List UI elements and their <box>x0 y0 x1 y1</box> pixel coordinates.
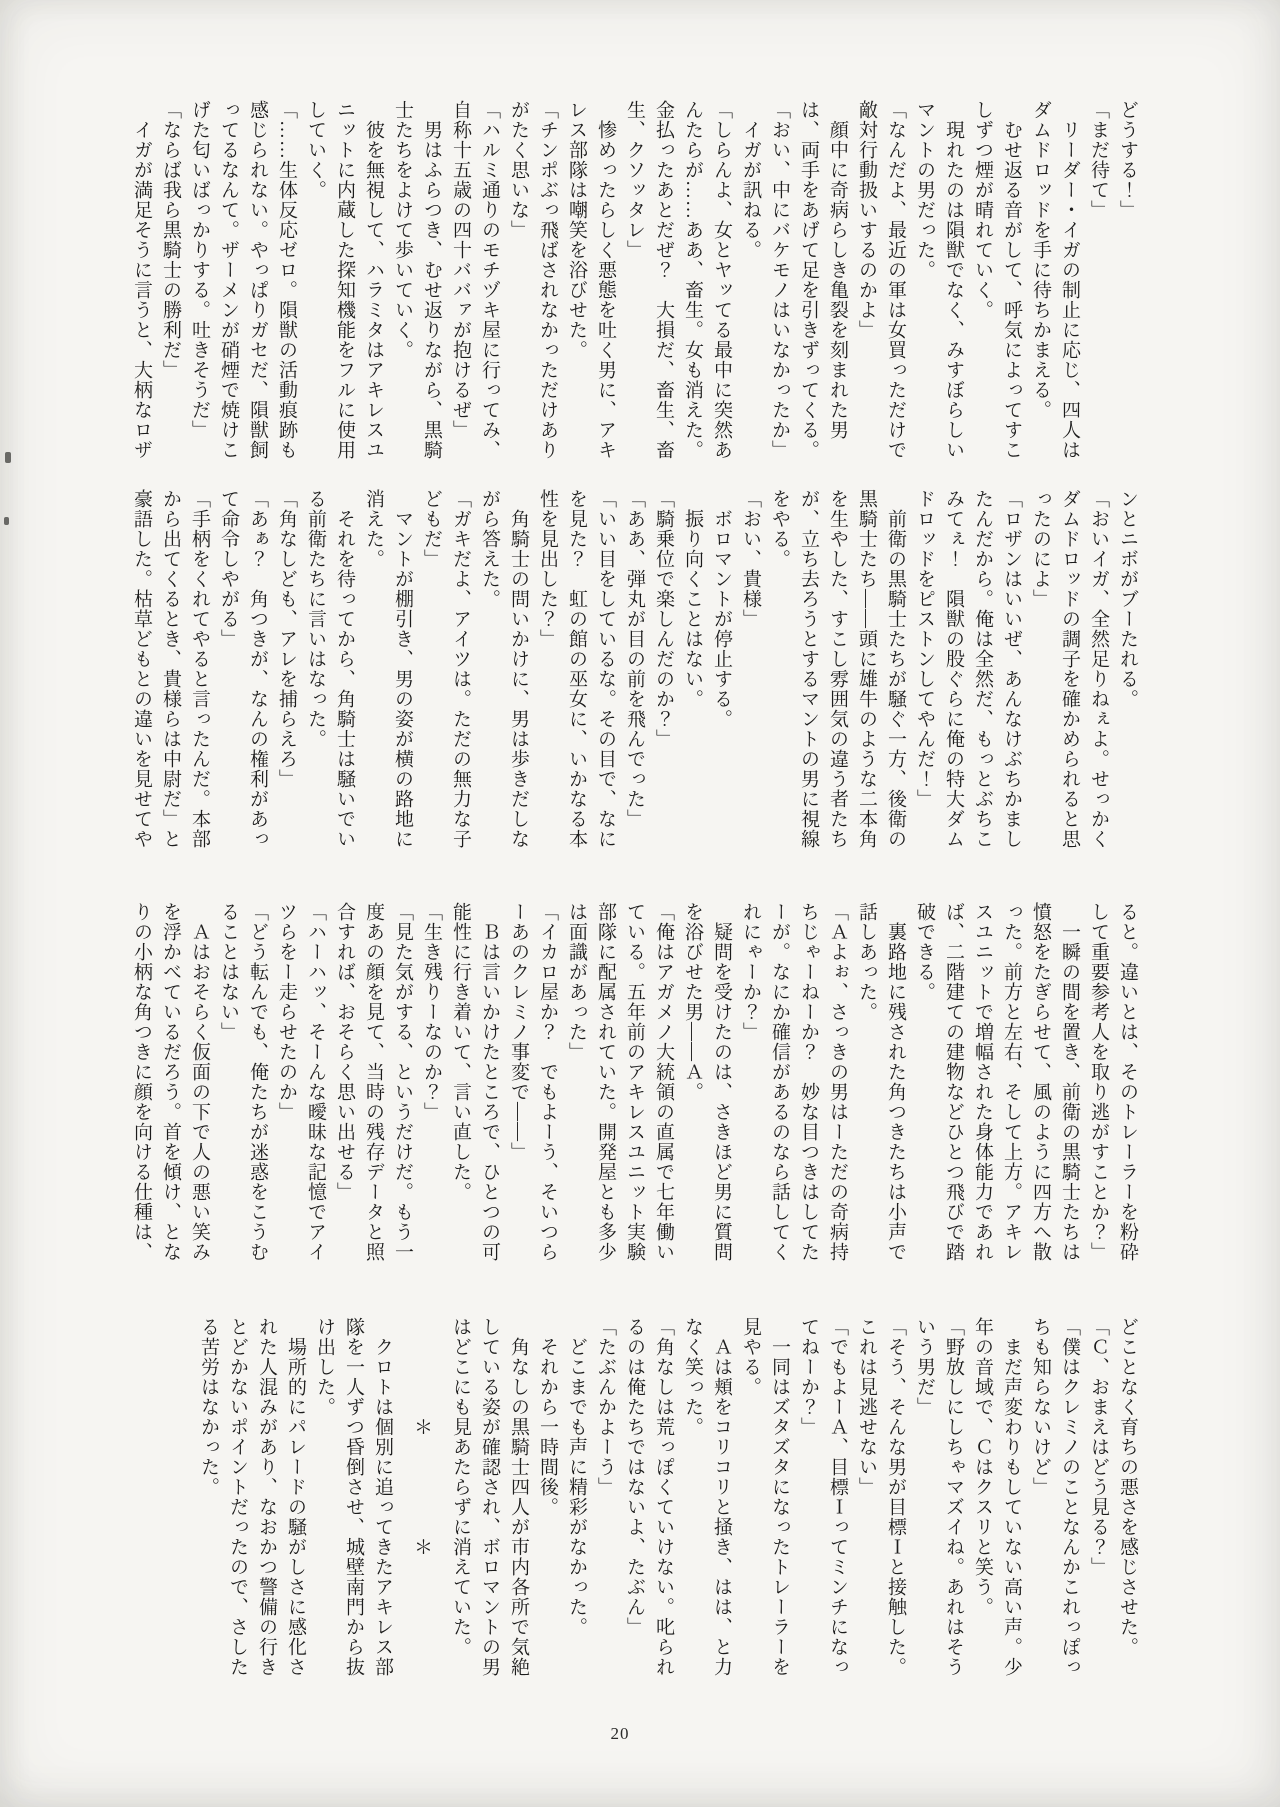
paragraph: 「ハーハッ、そーんな曖昧な記憶でアイツらをー走らせたのか」 <box>276 902 326 1262</box>
paragraph: むせ返る音がして、呼気によってすこしずつ煙が晴れていく。 <box>972 100 1022 460</box>
paragraph: どこまでも声に精彩がなかった。 <box>566 1317 587 1637</box>
text-band-4 <box>98 1317 1142 1685</box>
paragraph: 「ああ、弾丸が目の前を飛んでった」 <box>624 489 645 829</box>
paragraph: ンとニボがブーたれる。 <box>1117 489 1138 709</box>
paragraph: Ａは頬をコリコリと掻き、はは、と力なく笑った。 <box>682 1317 732 1677</box>
paragraph: 男はふらつき、むせ返りながら、黒騎士たちをよけて歩いていく。 <box>392 100 442 460</box>
paragraph: 「Ｃ、おまえはどう見る？」 <box>1088 1317 1109 1577</box>
paragraph: イガが満足そうに言うと、大柄なロザ <box>131 100 152 460</box>
paragraph: 「チンポぶっ飛ばされなかっただけありがたく思いな」 <box>508 100 558 460</box>
paragraph: 「野放しにしちゃマズイね。あれはそういう男だ」 <box>914 1317 964 1677</box>
paragraph: 「おいイガ、全然足りねぇよ。せっかくダムドロッドの調子を確かめられると思ったのによ」 <box>1030 489 1109 849</box>
paragraph: 顔中に奇病らしき亀裂を刻まれた男は、両手をあげて足を引きずってくる。 <box>798 100 848 460</box>
paragraph: 「ロザンはいいぜ、あんなけぶちかましたんだから。俺は全然だ、もっとぶちこみてぇ！ 隕獣の股ぐらに俺の特大ダムドロッドをピストンしてやんだ！」 <box>914 489 1022 849</box>
paragraph: 「俺はアガメノ大統領の直属で七年働いている。五年前のアキレスユニット実験部隊に配属されていた。開発屋とも多少は面識があった」 <box>566 902 674 1262</box>
paragraph: 「Ａよぉ、さっきの男はーただの奇病持ちじゃーねーか？ 妙な目つきはしてたーが。なにか確信があるのなら話してくれにゃーか？」 <box>740 902 848 1262</box>
paragraph: 「角なしども、アレを捕らえろ」 <box>276 489 297 789</box>
text-band-1 <box>98 100 1142 468</box>
paragraph: 「イカロ屋か？ でもよーう、そいつらーあのクレミノ事変で——」 <box>508 902 558 1262</box>
paragraph: ボロマントが停止する。 <box>711 489 732 729</box>
paragraph: 振り向くことはない。 <box>682 489 703 709</box>
paragraph: クロトは個別に追ってきたアキレス部隊を一人ずつ昏倒させ、城壁南門から抜け出した。 <box>314 1317 393 1677</box>
paragraph: 彼を無視して、ハラミタはアキレスユニットに内蔵した探知機能をフルに使用していく。 <box>305 100 384 460</box>
paragraph: 「そう、そんな男が目標Ｉと接触した。これは見逃せない」 <box>856 1317 906 1677</box>
paragraph: 角なしの黒騎士四人が市内各所で気絶している姿が確認され、ボロマントの男はどこにも見あたらずに消えていた。 <box>450 1317 529 1677</box>
paragraph: 「ガキだよ、アイツは。ただの無力な子どもだ」 <box>421 489 471 849</box>
paragraph: 「でもよーＡ、目標Ｉってミンチになってねーか？」 <box>798 1317 848 1677</box>
paragraph: 「たぶんかよーう」 <box>595 1317 616 1497</box>
paragraph: 「しらんよ、女とヤッてる最中に突然あんたらが……ああ、畜生。女も消えた。金払ったあとだぜ？ 大損だ、畜生、畜生、クソッタレ」 <box>624 100 732 460</box>
text-band-2 <box>98 489 1142 857</box>
paragraph: 「生き残りーなのか？」 <box>421 902 442 1122</box>
paragraph: 「なんだよ、最近の軍は女買っただけで敵対行動扱いするのかよ」 <box>856 100 906 460</box>
text-band-3 <box>98 902 1142 1270</box>
paragraph: 一同はズタズタになったトレーラーを見やる。 <box>740 1317 790 1677</box>
paragraph: 「まだ待て」 <box>1088 100 1109 220</box>
paragraph: まだ声変わりもしていない高い声。少年の音域で、Ｃはクスリと笑う。 <box>972 1317 1022 1677</box>
paragraph: 惨めったらしく悪態を吐く男に、アキレス部隊は嘲笑を浴びせた。 <box>566 100 616 460</box>
scan-speck <box>5 452 11 463</box>
paragraph: どことなく育ちの悪さを感じさせた。 <box>1117 1317 1138 1657</box>
paragraph: 「見た気がする、というだけだ。もう一度あの顔を見て、当時の残存データと照合すれば、おそらく思い出せる」 <box>334 902 413 1262</box>
paragraph: 「ならば我ら黒騎士の勝利だ」 <box>160 100 181 380</box>
paragraph: 「おい、中にバケモノはいなかったか」 <box>769 100 790 460</box>
paragraph: 「あぁ？ 角つきが、なんの権利があって命令しやがる」 <box>218 489 268 849</box>
paragraph: どうする！」 <box>1117 100 1138 220</box>
paragraph: 「おい、貴様」 <box>740 489 761 629</box>
paragraph: Ｂは言いかけたところで、ひとつの可能性に行き着いて、言い直した。 <box>450 902 500 1262</box>
page-number: 20 <box>610 1724 630 1743</box>
scan-speck <box>4 517 9 525</box>
paragraph: 前衛の黒騎士たちが騒ぐ一方、後衛の黒騎士たち——頭に雄牛のような二本角を生やした、すこし雰囲気の違う者たちが、立ち去ろうとするマントの男に視線をやる。 <box>769 489 906 849</box>
paragraph: Ａはおそらく仮面の下で人の悪い笑みを浮かべているだろう。首を傾け、となりの小柄な角つきに顔を向ける仕種は、 <box>131 902 210 1262</box>
paragraph: 「騎乗位で楽しんだのか？」 <box>653 489 674 749</box>
paragraph: 「手柄をくれてやると言ったんだ。本部から出てくるとき、貴様らは中尉だ」と豪語した。枯草どもとの違いを見せてや <box>131 489 210 849</box>
paragraph: 現れたのは隕獣でなく、みすぼらしいマントの男だった。 <box>914 100 964 460</box>
paragraph: イガが訊ねる。 <box>740 100 761 260</box>
paragraph: リーダー・イガの制止に応じ、四人はダムドロッドを手に待ちかまえる。 <box>1030 100 1080 460</box>
paragraph: 一瞬の間を置き、前衛の黒騎士たちは憤怒をたぎらせて、風のように四方へ散った。前方と左右、そして上方。アキレスユニットで増幅された身体能力であれば、二階建ての建物などひとつ飛びで踏破できる。 <box>914 902 1080 1262</box>
paragraph: ると。違いとは、そのトレーラーを粉砕して重要参考人を取り逃がすことか？」 <box>1088 902 1138 1262</box>
section-break: ＊ ＊ <box>411 1317 432 1557</box>
paragraph: それを待ってから、角騎士は騒いでいる前衛たちに言いはなった。 <box>305 489 355 849</box>
paragraph: 裏路地に残された角つきたちは小声で話しあった。 <box>856 902 906 1262</box>
paragraph: 「どう転んでも、俺たちが迷惑をこうむることはない」 <box>218 902 268 1262</box>
paragraph: 「ハルミ通りのモチヅキ屋に行ってみ、自称十五歳の四十ババァが抱けるぜ」 <box>450 100 500 460</box>
paragraph: 場所的にパレードの騒がしさに感化された人混みがあり、なおかつ警備の行きとどかないポイントだったので、さしたる苦労はなかった。 <box>198 1317 306 1677</box>
paragraph: 「僕はクレミノのことなんかこれっぽっちも知らないけど」 <box>1030 1317 1080 1677</box>
paragraph: それから一時間後。 <box>537 1317 558 1517</box>
paragraph: 「角なしは荒っぽくていけない。叱られるのは俺たちではないよ、たぶん」 <box>624 1317 674 1677</box>
paragraph: マントが棚引き、男の姿が横の路地に消えた。 <box>363 489 413 849</box>
paragraph: 疑問を受けたのは、さきほど男に質問を浴びせた男——Ａ。 <box>682 902 732 1262</box>
paragraph: 「……生体反応ゼロ。隕獣の活動痕跡も感じられない。やっぱりガセだ、隕獣飼ってるなんて。ザーメンが硝煙で焼けこげた匂いばっかりする。吐きそうだ」 <box>189 100 297 460</box>
paragraph: 角騎士の問いかけに、男は歩きだしながら答えた。 <box>479 489 529 849</box>
paragraph: 「いい目をしているな。その目で、なにを見た？ 虹の館の巫女に、いかなる本性を見出した？」 <box>537 489 616 849</box>
